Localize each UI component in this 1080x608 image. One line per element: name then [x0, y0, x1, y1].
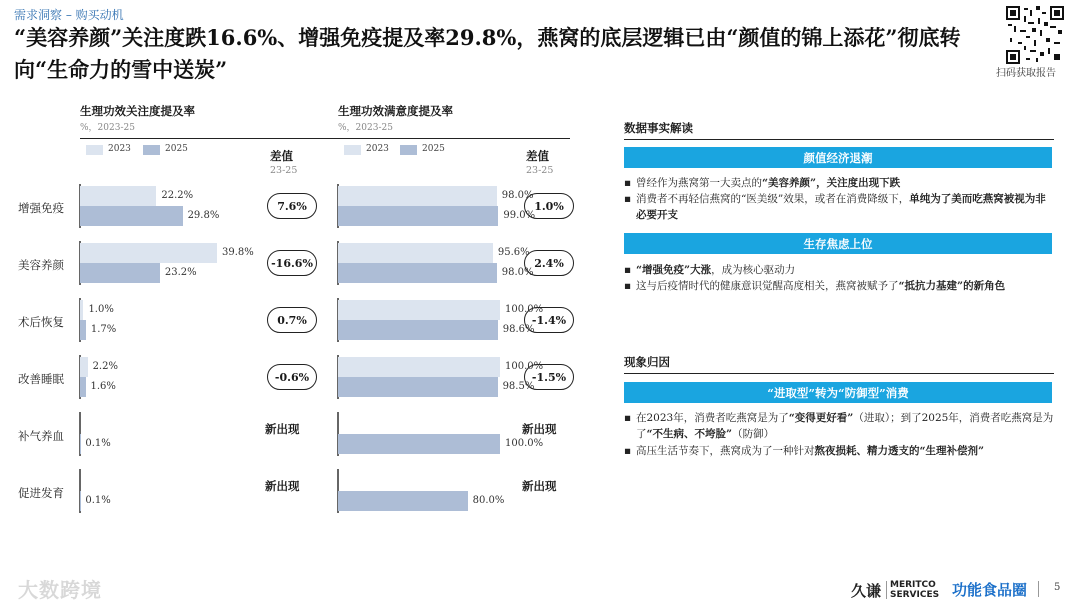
bar-2023: [338, 186, 497, 206]
diff-oval: 2.4%: [524, 250, 574, 276]
value-label: 99.0%: [503, 210, 536, 221]
category-label: 改善睡眠: [18, 372, 64, 386]
bullet-3-1: [624, 410, 1054, 442]
b3-1-bold2: “不生病、不垮脸”: [646, 428, 733, 440]
value-label: 23.2%: [164, 267, 197, 278]
value-label: 1.7%: [90, 324, 117, 335]
value-label: 95.6%: [497, 247, 530, 258]
b3-1-bold1: “变得更好看”: [788, 412, 854, 424]
diff-oval: 1.0%: [524, 193, 574, 219]
legend-2025-label-2: 2025: [422, 144, 445, 154]
b3-2-text: 高压生活节奏下，燕窝成为了一种针对: [636, 445, 815, 457]
bar-2023: [338, 357, 500, 377]
b2-2-text: 这与后疫情时代的健康意识觉醒高度相关，燕窝被赋予了: [636, 280, 899, 292]
chart1-subtitle: %，2023-25: [80, 123, 135, 133]
banner-survival-anxiety: 生存焦虑上位: [624, 233, 1052, 254]
value-label: 22.2%: [161, 190, 194, 201]
logo-meritco: [890, 580, 939, 600]
bullet-2-2: [624, 278, 1054, 294]
value-label: 0.1%: [85, 438, 111, 449]
bullet-1-2: [624, 191, 1054, 223]
bar-2025: [80, 206, 183, 226]
diff-oval: -16.6%: [267, 250, 317, 276]
bar-2023: [338, 300, 500, 320]
bullet-dot: ▪: [624, 264, 632, 276]
legend-2025-swatch-1: [143, 145, 160, 155]
bar-2025: [80, 377, 86, 397]
legend-2025-swatch-2: [400, 145, 417, 155]
chart2-subtitle: %，2023-25: [338, 123, 393, 133]
bar-2023: [338, 243, 493, 263]
watermark: 大数跨境: [18, 578, 102, 602]
bullet-2-1: [624, 262, 1054, 278]
bullet-dot: ▪: [624, 280, 632, 292]
qr-caption: 扫码获取报告: [996, 68, 1056, 79]
bar-2023: [80, 186, 156, 206]
page-number: 5: [1054, 582, 1061, 593]
banner-beauty-decline: 颜值经济退潮: [624, 147, 1052, 168]
bullet-1-1: [624, 175, 1054, 191]
diff-new: 新出现: [265, 422, 300, 436]
banner-defensive-consumption: “进取型”转为“防御型”消费: [624, 382, 1052, 403]
bar-2025: [338, 434, 500, 454]
bullet-3-2: [624, 443, 1054, 459]
chart1-title: 生理功效关注度提及率: [80, 104, 195, 118]
bullet-dot: ▪: [624, 193, 632, 205]
qr-code[interactable]: [1006, 6, 1064, 64]
bullet-dot: ▪: [624, 177, 632, 189]
b1-2-text: 消费者不再轻信燕窝的“医美级”效果，或者在消费降级下，: [636, 193, 910, 205]
logo-meritco-line2: SERVICES: [890, 590, 940, 600]
logo-divider: [886, 581, 887, 599]
legend-2023-label-1: 2023: [108, 144, 131, 154]
logo-meritco-line1: MERITCO: [890, 580, 936, 590]
legend-2023-swatch-1: [86, 145, 103, 155]
diff-oval: 7.6%: [267, 193, 317, 219]
b1-1-bold: “美容养颜”，关注度出现下跌: [762, 177, 901, 189]
diff-new: 新出现: [522, 479, 557, 493]
bullet-dot: ▪: [624, 412, 632, 424]
value-label: 100.0%: [505, 304, 544, 315]
diff-oval: -1.4%: [524, 307, 574, 333]
logo-jiuqian: 久谦: [851, 582, 882, 600]
logo-functional-food: 功能食品圈: [952, 581, 1028, 599]
diff-oval: -0.6%: [267, 364, 317, 390]
bar-2025: [338, 377, 498, 397]
b2-1-text: ，成为核心驱动力: [711, 264, 796, 276]
cause-title: 现象归因: [624, 355, 670, 369]
value-label: 0.1%: [85, 495, 111, 506]
diff-new: 新出现: [265, 479, 300, 493]
chart1-diff-header: 差值: [270, 149, 293, 163]
b2-2-bold: “抵抗力基建”的新角色: [898, 280, 1006, 292]
b2-1-bold: “增强免疫”大涨: [636, 264, 712, 276]
diff-oval: -1.5%: [524, 364, 574, 390]
category-label: 促进发育: [18, 486, 64, 500]
bar-2025: [80, 320, 86, 340]
chart2-diff-header: 差值: [526, 149, 549, 163]
legend-2023-swatch-2: [344, 145, 361, 155]
value-label: 2.2%: [92, 361, 118, 372]
bar-2025: [338, 263, 497, 283]
bar-2023: [80, 243, 217, 263]
value-label: 100.0%: [505, 361, 544, 372]
page-title: “美容养颜”关注度跌16.6%、增强免疫提及率29.8%，燕窝的底层逻辑已由“颜值的锦上添花”彻底转向“生命力的雪中送炭”: [14, 25, 961, 82]
legend-2025-label-1: 2025: [165, 144, 188, 154]
bar-2023: [80, 357, 88, 377]
chart1-rule: [80, 138, 570, 139]
bar-2025: [80, 263, 160, 283]
category-label: 增强免疫: [18, 201, 64, 215]
legend-2023-label-2: 2023: [366, 144, 389, 154]
bar-2023: [80, 300, 83, 320]
value-label: 98.5%: [502, 381, 535, 392]
facts-rule: [624, 139, 1054, 140]
value-label: 39.8%: [222, 247, 254, 258]
b3-1-mid: （进取）；到了2025年，消费者吃燕窝是为了: [636, 412, 1054, 440]
b1-1-text: 曾经作为燕窝第一大卖点的: [636, 177, 762, 189]
bar-2025: [338, 206, 498, 226]
category-label: 术后恢复: [18, 315, 64, 329]
diff-new: 新出现: [522, 422, 557, 436]
cause-rule: [624, 373, 1054, 374]
page-divider: [1038, 581, 1039, 597]
value-label: 1.6%: [90, 381, 116, 392]
b3-1-text: 在2023年，消费者吃燕窝是为了: [636, 412, 789, 424]
b1-2-bold: 单纯为了美而吃燕窝被视为非必要开支: [636, 193, 1046, 221]
b3-1-post: （防御）: [732, 428, 775, 440]
value-label: 98.0%: [501, 190, 534, 201]
chart2-title: 生理功效满意度提及率: [338, 104, 453, 118]
value-label: 98.6%: [502, 324, 535, 335]
value-label: 1.0%: [88, 304, 114, 315]
section-label: 需求洞察 – 购买动机: [14, 8, 124, 22]
facts-title: 数据事实解读: [624, 121, 693, 135]
category-label: 补气养血: [18, 429, 64, 443]
bar-2025: [338, 491, 468, 511]
bullet-dot: ▪: [624, 445, 632, 457]
category-label: 美容养颜: [18, 258, 64, 272]
value-label: 98.0%: [501, 267, 534, 278]
value-label: 100.0%: [505, 438, 544, 449]
value-label: 80.0%: [472, 495, 505, 506]
bar-2025: [338, 320, 498, 340]
value-label: 29.8%: [187, 210, 220, 221]
chart1-diff-sub: 23-25: [270, 165, 298, 176]
chart2-diff-sub: 23-25: [526, 165, 554, 176]
b3-2-bold: 熬夜损耗、精力透支的“生理补偿剂”: [814, 445, 985, 457]
diff-oval: 0.7%: [267, 307, 317, 333]
